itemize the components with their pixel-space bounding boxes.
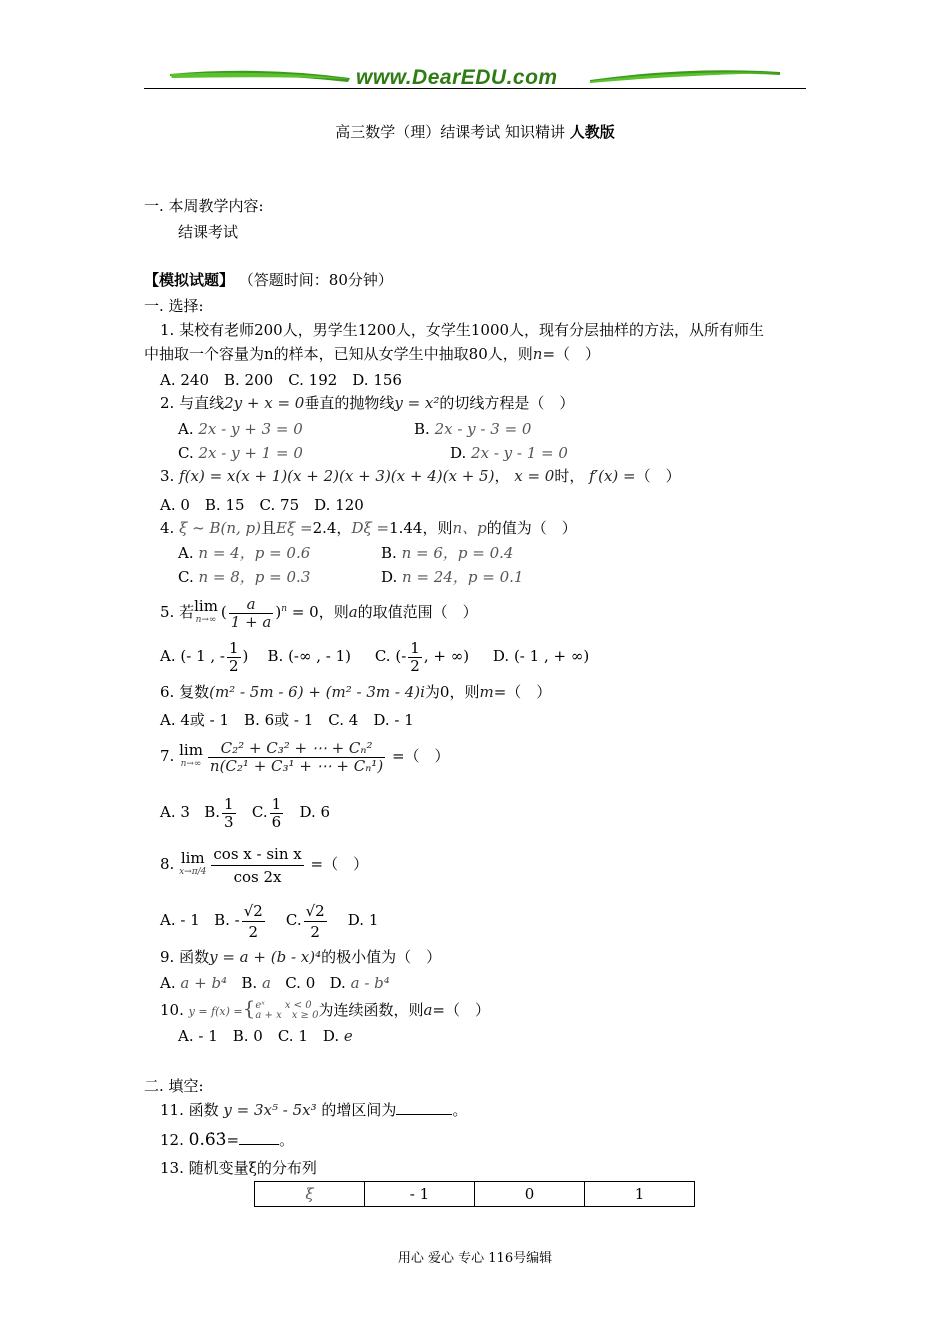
q7-num: C₂² + C₃² + ⋯ + Cₙ² — [208, 740, 385, 758]
q9-d-label: D. — [329, 974, 346, 992]
q10-d-expr: e — [343, 1027, 353, 1045]
q4-expr3: Dξ = — [351, 519, 390, 537]
q9-tail: 的极小值为（ ） — [321, 948, 442, 966]
q5-var: a — [348, 603, 358, 621]
q7-c-fraction — [270, 796, 284, 831]
q4-a-label: A. — [178, 544, 194, 562]
q4-b-expr: n = 6，p = 0.4 — [401, 544, 514, 562]
q12-expr: 0.6̇3̇ — [188, 1130, 227, 1150]
q4-expr4: n、p — [452, 519, 487, 537]
q8-c-num: √2 — [305, 901, 325, 920]
q4-option-c — [178, 567, 310, 587]
q8-lim-sub: x→π/4 — [179, 867, 207, 877]
table-cell: 0 — [475, 1182, 585, 1207]
q5-a-fraction — [227, 640, 241, 675]
q7-fraction — [208, 740, 385, 775]
q7-den: n(C₂¹ + C₃¹ + ⋯ + Cₙ¹) — [209, 756, 384, 775]
q5-lim-text: lim — [194, 597, 218, 615]
q5-c-den: 2 — [410, 656, 420, 675]
q8-pre: 8. — [160, 855, 175, 873]
q5-num: a — [229, 596, 274, 614]
q11-end: 。 — [452, 1101, 468, 1119]
q7-d: D. 6 — [299, 803, 331, 821]
table-cell: - 1 — [365, 1182, 475, 1207]
table-row — [255, 1182, 695, 1207]
q9-stem — [160, 947, 441, 967]
q2-d-label: D. — [450, 444, 467, 462]
title-main: 高三数学（理）结课考试 知识精讲 — [335, 123, 565, 141]
q8-options — [160, 900, 378, 942]
q8-den: cos 2x — [233, 867, 282, 886]
q7-options — [160, 794, 330, 831]
q7-c-label: C. — [251, 803, 268, 821]
q7-b-den: 3 — [224, 812, 234, 831]
q10-brace: { — [242, 996, 256, 1020]
q5-d-expr: (- 1 , + ∞) — [513, 647, 590, 665]
q4-stem — [160, 518, 577, 538]
q2-a-expr: 2x - y + 3 = 0 — [198, 420, 303, 438]
q6-stem — [160, 682, 551, 702]
q5-c-post: , + ∞) — [423, 647, 470, 665]
q7-b-label: B. — [204, 803, 221, 821]
q4-d-expr: n = 24，p = 0.1 — [402, 568, 524, 586]
q4-expr2: Eξ = — [276, 519, 313, 537]
q3-tail: （ ） — [635, 467, 681, 485]
q10-pre: 10. — [160, 1001, 184, 1019]
q2-a-label: A. — [178, 420, 194, 438]
q7-lim — [179, 743, 203, 771]
q5-a-pre: (- 1 , - — [180, 647, 225, 665]
q3-stem — [160, 466, 681, 486]
q2-c-label: C. — [178, 444, 194, 462]
section1-heading: 一. 本周教学内容: — [144, 197, 264, 215]
q5-c-num: 1 — [410, 638, 420, 657]
q7-lim-text: lim — [179, 741, 203, 759]
q3-options: A. 0 B. 15 C. 75 D. 120 — [160, 496, 364, 514]
mock-label: 【模拟试题】 — [144, 271, 235, 289]
distribution-table — [254, 1181, 695, 1207]
q11-blank[interactable] — [396, 1100, 452, 1115]
q11-expr: y = 3x⁵ - 5x³ — [223, 1101, 317, 1119]
q5-lim — [194, 599, 218, 627]
q2-option-b — [414, 419, 531, 439]
q4-expr1: ξ ~ B(n, p) — [179, 519, 261, 537]
q8-c-den: 2 — [310, 922, 320, 941]
q10-tail: =（ ） — [432, 1001, 490, 1019]
q4-b-label: B. — [381, 544, 397, 562]
q8-b-num: √2 — [243, 901, 263, 920]
q10-mid: 为连续函数，则 — [318, 1001, 424, 1019]
q7-a: A. 3 — [160, 803, 190, 821]
q8-b-label: B. - — [214, 911, 240, 929]
q5-c-fraction — [408, 640, 422, 675]
q12-blank[interactable] — [239, 1134, 279, 1145]
q4-pre: 4. — [160, 519, 175, 537]
q4-c-expr: n = 8，p = 0.3 — [198, 568, 311, 586]
q1-tail: =（ ） — [542, 345, 601, 363]
q1-line2 — [144, 344, 600, 364]
table-cell: 1 — [585, 1182, 695, 1207]
q5-den: 1 + a — [230, 612, 272, 631]
q5-a-label: A. — [160, 647, 176, 665]
q5-pre: 5. 若 — [160, 603, 195, 621]
q2-tail: 的切线方程是（ ） — [439, 394, 575, 412]
q4-option-b — [381, 543, 513, 563]
q8-num: cos x - sin x — [211, 843, 303, 866]
q5-stem: 5. 若lim n→∞ ( $\frac{a}{1 + a}$ )$^n$ = 0，则a的取值范围（ ） — [160, 594, 478, 631]
q5-a-den: 2 — [229, 656, 239, 675]
q5-d-label: D. — [492, 647, 510, 665]
q10-options-text: A. - 1 B. 0 C. 1 D. — [178, 1027, 340, 1045]
q4-tail: 的值为（ ） — [486, 519, 577, 537]
q5-a-post: ) — [242, 647, 249, 665]
q5-c-label: C. — [374, 647, 391, 665]
q4-c-label: C. — [178, 568, 194, 586]
q7-c-den: 6 — [271, 812, 282, 831]
q6-tail: =（ ） — [493, 683, 552, 701]
q12-stem — [160, 1130, 294, 1150]
q8-stem — [160, 840, 368, 888]
page-footer: 用心 爱心 专心 116号编辑 — [397, 1251, 553, 1266]
q2-c-expr: 2x - y + 1 = 0 — [198, 444, 303, 462]
q2-pre: 2. 与直线 — [160, 394, 225, 412]
header-rule — [144, 88, 806, 89]
q9-options — [160, 973, 390, 993]
q10-options — [178, 1026, 353, 1046]
logo-text: www.DearEDU.com — [356, 66, 558, 89]
q5-b-label: B. — [267, 647, 284, 665]
q4-mid3: 1.44，则 — [389, 519, 453, 537]
q12-end: 。 — [279, 1131, 295, 1149]
q1-text: 中抽取一个容量为n的样本，已知从女学生中抽取80人，则 — [144, 345, 533, 363]
q3-expr3: f′(x) = — [589, 467, 636, 485]
q2-expr1: 2y + x = 0 — [224, 394, 305, 412]
q2-d-expr: 2x - y - 1 = 0 — [471, 444, 568, 462]
q2-stem — [160, 393, 574, 413]
mock-heading — [144, 270, 393, 290]
q2-option-a — [178, 419, 303, 439]
q9-expr: y = a + (b - x)⁴ — [209, 948, 322, 966]
q10-case1: eˣ x < 0 — [255, 1000, 312, 1011]
q3-pre: 3. — [160, 467, 175, 485]
q10-stem — [160, 996, 490, 1024]
q9-b-label: B. — [241, 974, 258, 992]
q8-lim — [179, 851, 206, 879]
q8-tail: =（ ） — [310, 855, 369, 873]
q6-var: m — [479, 683, 494, 701]
page-title — [0, 121, 950, 142]
q4-d-label: D. — [381, 568, 398, 586]
q13-stem: 13. 随机变量ξ的分布列 — [160, 1159, 317, 1177]
q11-stem — [160, 1100, 467, 1120]
q8-b-den: 2 — [248, 922, 259, 941]
q11-pre: 11. 函数 — [160, 1101, 219, 1119]
q7-lim-sub: n→∞ — [180, 759, 202, 769]
q9-a-expr: a + b⁴ — [180, 974, 228, 992]
q2-expr2: y = x² — [394, 394, 440, 412]
q8-b-fraction — [242, 901, 265, 942]
q9-c: C. 0 — [285, 974, 316, 992]
q4-a-expr: n = 4，p = 0.6 — [198, 544, 311, 562]
q1-line1: 1. 某校有老师200人，男学生1200人，女学生1000人，现有分层抽样的方法，从所有师生 — [160, 321, 765, 339]
q5-fraction — [229, 596, 274, 631]
q6-pre: 6. 复数 — [160, 683, 210, 701]
q5-b-expr: (-∞ , - 1) — [288, 647, 352, 665]
q6-expr: (m² - 5m - 6) + (m² - 3m - 4)i — [209, 683, 425, 701]
q5-lim-sub: n→∞ — [195, 615, 217, 625]
q10-case2: a + x x ≥ 0 — [255, 1010, 319, 1021]
q8-lim-text: lim — [180, 849, 205, 867]
q10-expr: y = f(x) = — [188, 1005, 243, 1018]
q7-b-fraction — [222, 796, 236, 831]
q2-option-d — [450, 443, 568, 463]
q9-pre: 9. 函数 — [160, 948, 210, 966]
q5-c-pre: (- — [395, 647, 407, 665]
q8-c-label: C. — [285, 911, 302, 929]
q5-eq: = 0，则 — [291, 603, 349, 621]
q7-b-num: 1 — [224, 794, 234, 813]
q9-d-expr: a - b⁴ — [350, 974, 390, 992]
q7-c-num: 1 — [271, 794, 282, 813]
q4-mid2: 2.4， — [312, 519, 352, 537]
q3-expr1: f(x) = x(x + 1)(x + 2)(x + 3)(x + 4)(x + 5) — [179, 467, 495, 485]
title-tail: 人教版 — [569, 123, 615, 141]
q12-eq: = — [226, 1131, 240, 1149]
q3-expr2: x = 0 — [514, 467, 555, 485]
q7-stem — [160, 736, 450, 776]
q4-mid1: 且 — [261, 519, 277, 537]
q2-mid: 垂直的抛物线 — [304, 394, 395, 412]
q8-fraction — [211, 843, 303, 888]
q4-option-a — [178, 543, 310, 563]
section1-content: 结课考试 — [178, 223, 239, 241]
q12-pre: 12. — [160, 1131, 184, 1149]
q3-sep: ， — [494, 467, 510, 485]
q10-cases — [255, 1001, 318, 1021]
q2-option-c — [178, 443, 303, 463]
q8-a: A. - 1 — [160, 911, 200, 929]
q8-c-fraction — [304, 901, 327, 942]
q11-tail: 的增区间为 — [321, 1101, 397, 1119]
q6-mid: 为0，则 — [424, 683, 480, 701]
q5-pow: n — [281, 604, 288, 614]
q2-b-expr: 2x - y - 3 = 0 — [434, 420, 532, 438]
q2-b-label: B. — [414, 420, 430, 438]
q7-tail: =（ ） — [391, 747, 450, 765]
q8-d: D. 1 — [347, 911, 379, 929]
q10-var: a — [423, 1001, 433, 1019]
table-cell: ξ — [255, 1182, 365, 1207]
q3-mid: 时， — [554, 467, 585, 485]
q1-options: A. 240 B. 200 C. 192 D. 156 — [160, 371, 402, 389]
q7-pre: 7. — [160, 747, 175, 765]
q4-option-d — [381, 567, 523, 587]
part1-heading: 一. 选择: — [144, 297, 204, 315]
q5-tail: 的取值范围（ ） — [357, 603, 478, 621]
part2-heading: 二. 填空: — [144, 1077, 204, 1095]
q6-options: A. 4或 - 1 B. 6或 - 1 C. 4 D. - 1 — [160, 711, 414, 729]
q9-b-expr: a — [261, 974, 271, 992]
q5-options — [160, 638, 589, 675]
mock-time: （答题时间：80分钟） — [238, 271, 393, 289]
q1-var: n — [532, 345, 543, 363]
q5-a-num: 1 — [229, 638, 239, 657]
q9-a-label: A. — [160, 974, 176, 992]
